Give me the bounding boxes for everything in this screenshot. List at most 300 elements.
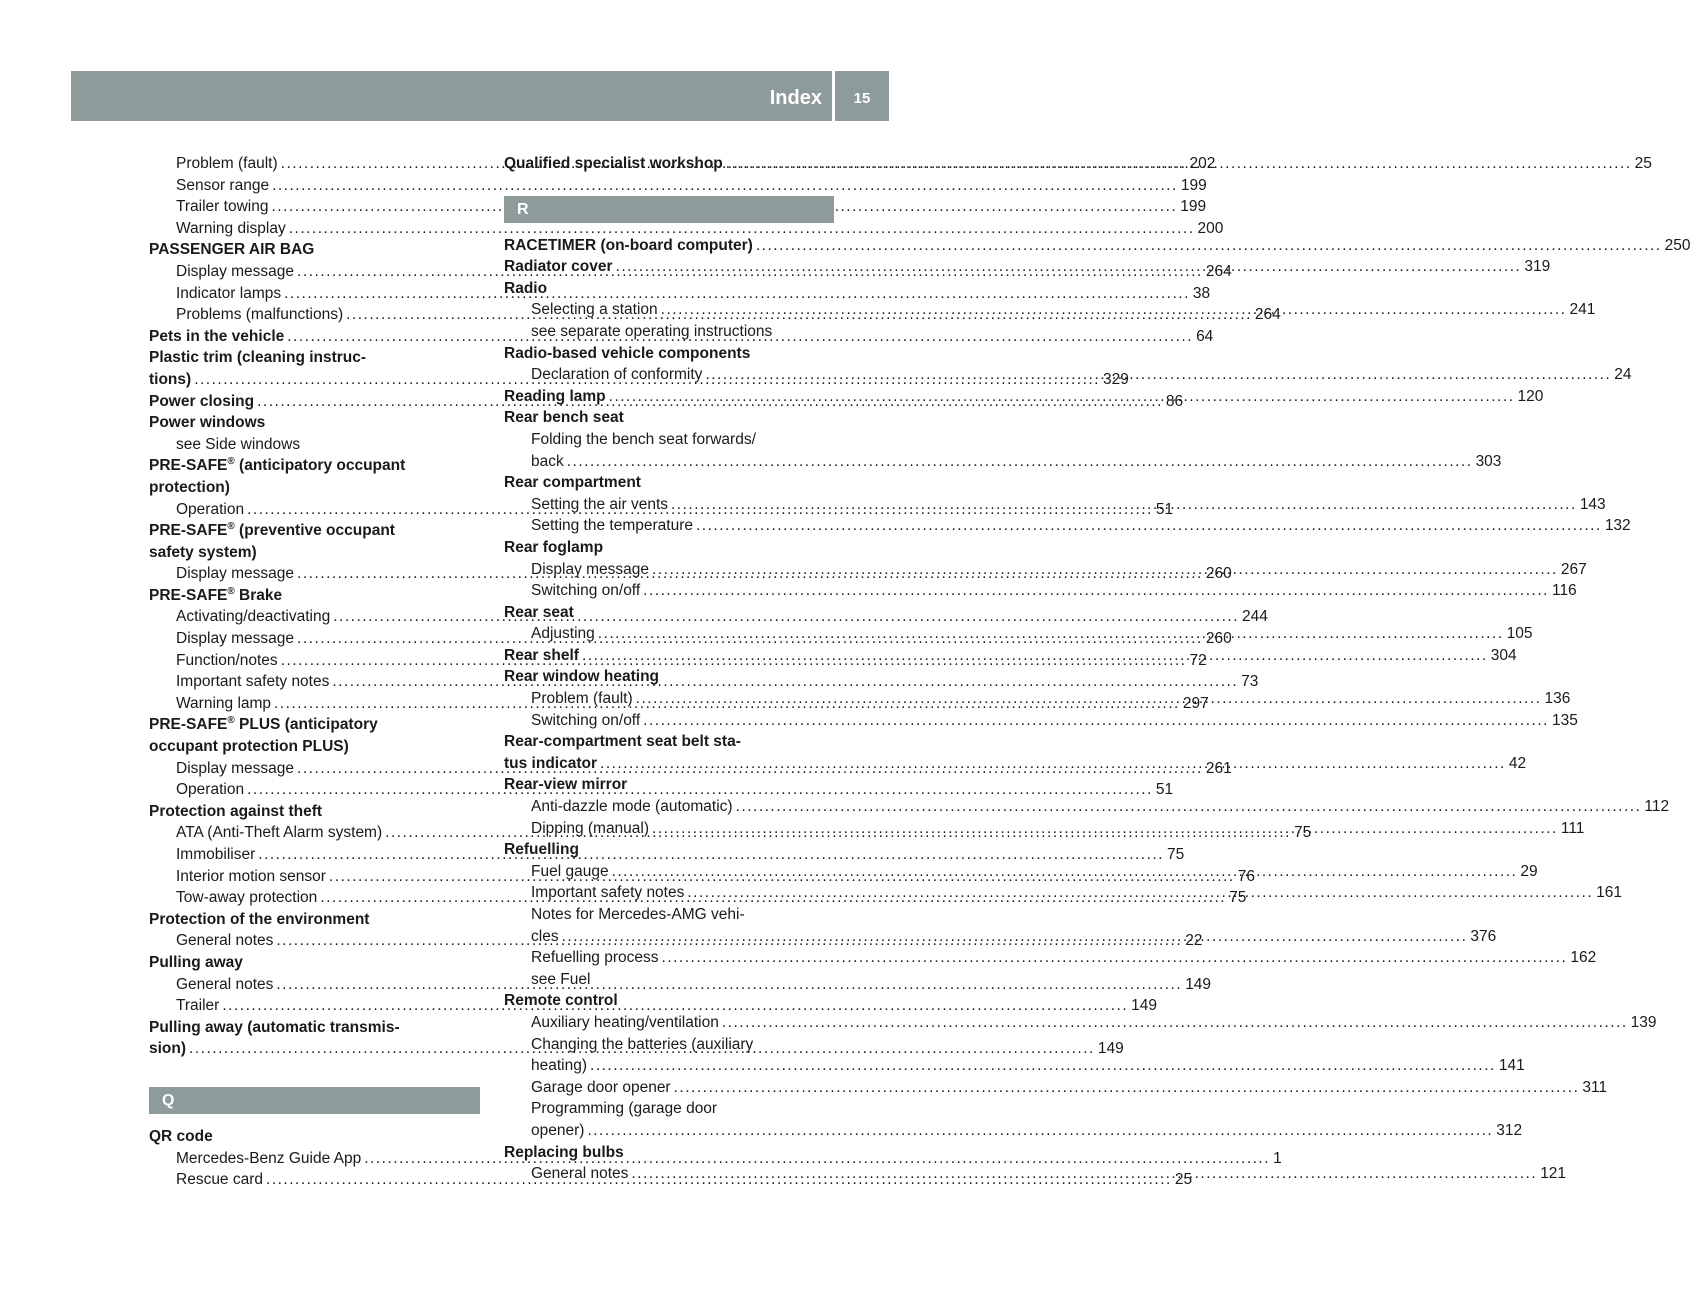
index-heading-radio-based-vehicle-components (504, 343, 834, 365)
entry-label: Dipping (manual) (531, 819, 650, 837)
entry-label: Setting the air vents (531, 495, 668, 513)
entry-text (504, 256, 613, 278)
entry-label: Adjusting (531, 625, 595, 643)
entry-text (176, 822, 382, 844)
entry-text (149, 391, 254, 413)
dot-leader (726, 153, 1632, 175)
entry-page-number: 51 (1155, 781, 1174, 799)
entry-text (504, 235, 753, 257)
entry-label: see separate operating instructions (531, 322, 773, 340)
entry-page-number: 24 (1614, 366, 1632, 384)
entry-label: General notes (176, 932, 274, 950)
dot-leader (696, 515, 1602, 537)
entry-text (531, 904, 745, 926)
entry-label: Rear-compartment seat belt sta- (504, 733, 741, 751)
index-subentry-setting-the-temperature (504, 515, 1631, 537)
entry-page-number: 136 (1544, 690, 1571, 708)
dot-leader (736, 796, 1642, 818)
entry-text (176, 887, 317, 909)
entry-label: Changing the batteries (auxiliary (531, 1035, 754, 1053)
dot-leader (636, 688, 1542, 710)
dot-leader (643, 580, 1549, 602)
entry-text (176, 261, 294, 283)
entry-page-number: 135 (1551, 711, 1578, 729)
index-subentry-anti-dazzle-mode-automatic (504, 796, 1670, 818)
entry-text (531, 1120, 584, 1142)
entry-label: RACETIMER (on-board computer) (504, 236, 753, 254)
entry-label: cles (531, 927, 559, 945)
entry-label: Display message (176, 759, 295, 777)
index-subentry-see-fuel (504, 969, 834, 991)
entry-text (149, 326, 284, 348)
index-heading-rear-window-heating (504, 666, 834, 688)
entry-page-number: 260 (1205, 565, 1232, 583)
dot-leader (687, 882, 1593, 904)
index-heading-pulling-away-automatic-transmis (149, 1017, 480, 1039)
entry-page-number: 64 (1196, 327, 1214, 345)
entry-label: protection) (149, 478, 230, 496)
entry-text (149, 520, 395, 542)
entry-page-number: 260 (1205, 630, 1232, 648)
entry-label: Rear bench seat (504, 409, 624, 427)
index-heading-qr-code (149, 1126, 480, 1148)
entry-label: Rescue card (176, 1171, 264, 1189)
index-heading-rear-bench-seat (504, 407, 834, 429)
entry-label: see Fuel (531, 970, 591, 988)
entry-page-number: 116 (1551, 582, 1577, 600)
entry-label: Protection against theft (149, 802, 323, 820)
entry-text (504, 386, 606, 408)
page-number: 15 (853, 90, 871, 107)
index-heading-rear-view-mirror (504, 774, 834, 796)
entry-label: Display message (176, 630, 295, 648)
entry-text (531, 494, 668, 516)
entry-text (176, 196, 268, 218)
entry-text (149, 909, 369, 931)
index-heading-pulling-away (149, 952, 480, 974)
dot-leader (756, 235, 1662, 257)
entry-text (176, 779, 244, 801)
entry-label: PASSENGER AIR BAG (149, 241, 315, 259)
entry-label: Refuelling (504, 841, 579, 859)
entry-label: Pets in the vehicle (149, 327, 285, 345)
entry-text (176, 153, 278, 175)
index-subentry-warning-display (149, 218, 1224, 240)
entry-label: Refuelling process (531, 949, 659, 967)
index-subentry-notes-for-mercedes-amg-vehi (504, 904, 834, 926)
entry-text (531, 580, 640, 602)
entry-page-number: 312 (1496, 1121, 1523, 1139)
entry-text (149, 1017, 400, 1039)
entry-label: Important safety notes (531, 884, 685, 902)
page-title: Index (769, 87, 822, 109)
entry-label: Anti-dazzle mode (automatic) (531, 798, 733, 816)
entry-text (531, 623, 595, 645)
entry-text (176, 758, 294, 780)
index-heading-protection-of-the-environment (149, 909, 480, 931)
entry-label: heating) (531, 1057, 588, 1075)
index-heading-radio (504, 278, 834, 300)
entry-label: sion) (149, 1040, 187, 1058)
index-heading-rear-compartment-seat-belt-sta (504, 731, 834, 753)
entry-text (176, 995, 219, 1017)
entry-label: Mercedes-Benz Guide App (176, 1149, 362, 1167)
entry-page-number: 76 (1237, 867, 1255, 885)
index-heading-pre-safe-anticipatory-occupant (149, 455, 480, 477)
entry-text (149, 952, 243, 974)
entry-label: Rear shelf (504, 646, 579, 664)
entry-label: Rear window heating (504, 668, 660, 686)
dot-leader (609, 386, 1515, 408)
entry-page-number: 297 (1182, 694, 1209, 712)
dot-leader (567, 451, 1473, 473)
entry-text (504, 1142, 624, 1164)
entry-label: Pulling away (automatic transmis- (149, 1018, 400, 1036)
entry-page-number: 149 (1185, 975, 1212, 993)
entry-text (531, 1034, 753, 1056)
entry-page-number: 75 (1293, 824, 1312, 842)
entry-page-number: 267 (1560, 560, 1587, 578)
entry-label: Folding the bench seat forwards/ (531, 430, 756, 448)
entry-text (149, 801, 322, 823)
index-subentry-switching-on-off (504, 710, 1578, 732)
entry-label-rest: (preventive occupant (234, 522, 395, 540)
index-subentry-refuelling-process (504, 947, 1597, 969)
index-subentry-display-message (149, 563, 1232, 585)
index-subentry-auxiliary-heating-ventilation (504, 1012, 1657, 1034)
entry-label: Warning display (176, 219, 286, 237)
entry-text (176, 218, 286, 240)
entry-page-number: 149 (1097, 1040, 1124, 1058)
dot-leader (652, 559, 1558, 581)
entry-page-number: 199 (1180, 176, 1207, 194)
entry-page-number: 75 (1167, 846, 1185, 863)
entry-page-number: 73 (1241, 673, 1259, 691)
entry-page-number: 121 (1540, 1165, 1567, 1183)
dot-leader (582, 645, 1488, 667)
entry-text (504, 153, 723, 175)
entry-text (531, 321, 772, 343)
entry-text (149, 585, 282, 607)
entry-label: Protection of the environment (149, 910, 370, 928)
entry-text (531, 299, 658, 321)
entry-label: Radio-based vehicle components (504, 344, 751, 362)
entry-label: Declaration of conformity (531, 366, 703, 384)
entry-page-number: 51 (1155, 500, 1174, 518)
entry-label: Problem (fault) (531, 690, 633, 708)
dot-leader (643, 710, 1549, 732)
entry-page-number: 303 (1475, 452, 1502, 470)
dot-leader (616, 256, 1522, 278)
entry-text (531, 947, 659, 969)
entry-label: see Side windows (176, 435, 301, 453)
entry-text (504, 537, 603, 559)
entry-text (531, 1098, 717, 1120)
entry-label: Reading lamp (504, 387, 606, 405)
entry-page-number: 250 (1664, 236, 1691, 254)
entry-label: Replacing bulbs (504, 1143, 624, 1161)
entry-label: Notes for Mercedes-AMG vehi- (531, 906, 745, 923)
entry-text (176, 563, 294, 585)
entry-page-number: 25 (1174, 1171, 1193, 1189)
dot-leader (722, 1012, 1628, 1034)
entry-label: Function/notes (176, 651, 278, 669)
dot-leader (652, 818, 1558, 840)
entry-text (149, 347, 366, 369)
index-subentry-programming-garage-door (504, 1098, 834, 1120)
index-subentry-trailer-towing (149, 196, 1207, 218)
entry-text (176, 650, 278, 672)
entry-text (176, 671, 329, 693)
index-heading-pre-safe-plus-anticipatory (149, 714, 480, 736)
dot-leader (600, 753, 1506, 775)
entry-label: Power closing (149, 392, 255, 410)
entry-text (149, 477, 230, 499)
entry-page-number: 241 (1569, 301, 1596, 319)
entry-text (149, 714, 378, 736)
entry-label: tions) (149, 370, 192, 388)
entry-page-number: 38 (1192, 284, 1211, 302)
entry-label: Qualified specialist workshop (504, 155, 723, 172)
entry-label: Pulling away (149, 953, 243, 971)
index-heading-power-windows (149, 412, 480, 434)
entry-label: Rear seat (504, 603, 574, 621)
index-heading-safety-system (149, 542, 480, 564)
entry-text (176, 434, 300, 456)
entry-page-number: 200 (1197, 219, 1224, 237)
entry-label: safety system) (149, 543, 257, 561)
entry-label: Interior motion sensor (176, 867, 326, 885)
entry-text (531, 1012, 719, 1034)
entry-label: Radiator cover (504, 258, 613, 276)
index-subentry-sensor-range (149, 175, 1207, 197)
entry-text (504, 407, 624, 429)
entry-label-rest: PLUS (anticipatory (234, 716, 378, 734)
index-subentry-garage-door-opener (504, 1077, 1608, 1099)
entry-text (531, 1077, 671, 1099)
entry-text (531, 515, 693, 537)
entry-text (176, 930, 273, 952)
dot-leader (662, 947, 1568, 969)
index-heading-plastic-trim-cleaning-instruc (149, 347, 480, 369)
entry-text (504, 774, 627, 796)
entry-text (149, 542, 257, 564)
entry-label: Rear-view mirror (504, 776, 628, 794)
registered-mark: ® (227, 521, 235, 533)
entry-page-number: 264 (1254, 306, 1281, 324)
entry-label: Operation (176, 500, 245, 518)
entry-label: QR code (149, 1127, 213, 1145)
entry-label: General notes (176, 975, 274, 993)
entry-text (531, 1163, 628, 1185)
index-heading-rear-seat (504, 602, 834, 624)
entry-label: tus indicator (504, 754, 598, 772)
dot-leader (590, 1055, 1496, 1077)
entry-page-number: 25 (1634, 155, 1652, 172)
entry-text (504, 645, 579, 667)
entry-label: Fuel gauge (531, 862, 609, 880)
entry-text (531, 429, 756, 451)
entry-label: Trailer towing (176, 198, 269, 216)
entry-label: Garage door opener (531, 1078, 671, 1096)
entry-label: Remote control (504, 992, 618, 1010)
index-heading-replacing-bulbs (504, 1142, 834, 1164)
index-subentry-opener (504, 1120, 1523, 1142)
entry-label: Display message (176, 262, 295, 280)
entry-page-number: 105 (1506, 625, 1533, 643)
entry-label: Switching on/off (531, 711, 641, 729)
entry-page-number: 161 (1596, 884, 1623, 902)
entry-label: Warning lamp (176, 694, 272, 712)
entry-text (176, 499, 244, 521)
entry-text (149, 1126, 213, 1148)
entry-page-number: 311 (1582, 1078, 1608, 1096)
entry-label: Trailer (176, 997, 220, 1015)
entry-text (176, 1169, 263, 1191)
entry-page-number: 149 (1131, 997, 1158, 1015)
entry-label: General notes (531, 1165, 629, 1183)
index-subentry-see-side-windows (149, 434, 480, 456)
entry-label: Problems (malfunctions) (176, 306, 344, 324)
entry-text (531, 969, 590, 991)
entry-text (531, 861, 609, 883)
entry-page-number: 86 (1165, 392, 1184, 410)
entry-label: Rear foglamp (504, 538, 604, 556)
index-heading-occupant-protection-plus (149, 736, 480, 758)
entry-page-number: 132 (1604, 517, 1631, 535)
dot-leader (562, 926, 1468, 948)
entry-text (531, 796, 733, 818)
dot-leader (587, 1120, 1493, 1142)
entry-page-number: 120 (1517, 387, 1544, 405)
entry-text (176, 693, 271, 715)
index-heading-pre-safe-brake (149, 585, 480, 607)
index-subentry-switching-on-off (504, 580, 1577, 602)
section-letter-q: Q (149, 1087, 480, 1114)
entry-text (176, 1148, 361, 1170)
entry-text (149, 369, 191, 391)
dot-leader (598, 623, 1504, 645)
entry-page-number: 304 (1490, 646, 1517, 664)
entry-page-number: 261 (1205, 759, 1232, 777)
entry-text (531, 818, 649, 840)
entry-text (504, 731, 741, 753)
section-letter-r: R (504, 196, 834, 223)
entry-label: Radio (504, 279, 548, 297)
entry-text (176, 866, 326, 888)
entry-label: Power windows (149, 414, 266, 432)
entry-text (504, 666, 659, 688)
entry-text (176, 283, 281, 305)
entry-text (176, 175, 269, 197)
index-subentry-heating (504, 1055, 1525, 1077)
entry-text (531, 926, 559, 948)
entry-page-number: 75 (1229, 889, 1247, 907)
index-subentry-back (504, 451, 1502, 473)
index-heading-refuelling (504, 839, 834, 861)
entry-text (504, 990, 618, 1012)
dot-leader (674, 1077, 1580, 1099)
entry-page-number: 72 (1189, 651, 1207, 669)
dot-leader (612, 861, 1518, 883)
entry-page-number: 111 (1560, 819, 1585, 837)
entry-label: occupant protection PLUS) (149, 738, 349, 756)
entry-label: Switching on/off (531, 582, 641, 600)
entry-text (531, 688, 633, 710)
entry-page-number: 244 (1242, 608, 1268, 626)
entry-label: Activating/deactivating (176, 608, 331, 626)
entry-label: PRE-SAFE (149, 716, 228, 734)
entry-label: Indicator lamps (176, 284, 282, 302)
registered-mark: ® (227, 585, 235, 597)
entry-text (504, 343, 750, 365)
entry-page-number: 376 (1470, 927, 1497, 945)
index-heading-rear-foglamp (504, 537, 834, 559)
entry-label: Setting the temperature (531, 517, 693, 535)
index-subentry-see-separate-operating-instructions (504, 321, 834, 343)
entry-label: PRE-SAFE (149, 522, 228, 540)
index-heading-pre-safe-preventive-occupant (149, 520, 480, 542)
entry-text (531, 559, 649, 581)
entry-label: Problem (fault) (176, 155, 278, 172)
entry-text (149, 239, 314, 261)
index-heading-racetimer-on-board-computer (504, 235, 1691, 257)
entry-text (531, 451, 564, 473)
entry-label: opener) (531, 1121, 585, 1139)
dot-leader (661, 299, 1567, 321)
entry-label: Selecting a station (531, 301, 658, 319)
entry-label: Plastic trim (cleaning instruc- (149, 349, 367, 367)
entry-page-number: 199 (1180, 198, 1207, 216)
entry-label: Display message (531, 560, 650, 578)
entry-text (531, 882, 684, 904)
entry-label: Tow-away protection (176, 889, 318, 907)
index-heading-remote-control (504, 990, 834, 1012)
entry-text (149, 1038, 186, 1060)
entry-label: Rear compartment (504, 474, 641, 492)
entry-label: Display message (176, 565, 295, 583)
entry-page-number: 22 (1185, 932, 1203, 950)
entry-text (531, 1055, 587, 1077)
entry-page-number: 329 (1103, 370, 1129, 388)
dot-leader (631, 1163, 1537, 1185)
dot-leader (671, 494, 1577, 516)
entry-page-number: 42 (1508, 754, 1527, 772)
entry-label: back (531, 452, 564, 470)
entry-page-number: 162 (1570, 949, 1597, 967)
entry-label: Operation (176, 781, 245, 799)
entry-label: PRE-SAFE (149, 586, 228, 604)
entry-text (176, 606, 330, 628)
entry-text (504, 753, 597, 775)
entry-text (176, 844, 255, 866)
index-heading-protection-against-theft (149, 801, 480, 823)
entry-text (504, 278, 547, 300)
dot-leader (705, 364, 1611, 386)
entry-page-number: 1 (1273, 1149, 1282, 1167)
entry-label: ATA (Anti-Theft Alarm system) (176, 824, 383, 842)
index-heading-passenger-air-bag (149, 239, 480, 261)
entry-text (149, 736, 349, 758)
entry-text (504, 472, 641, 494)
entry-label: Important safety notes (176, 673, 330, 691)
entry-text (504, 839, 579, 861)
entry-page-number: 112 (1644, 798, 1670, 816)
entry-text (149, 455, 405, 477)
index-subentry-folding-the-bench-seat-forwards (504, 429, 834, 451)
entry-page-number: 202 (1189, 155, 1216, 172)
entry-label: Programming (garage door (531, 1100, 718, 1118)
